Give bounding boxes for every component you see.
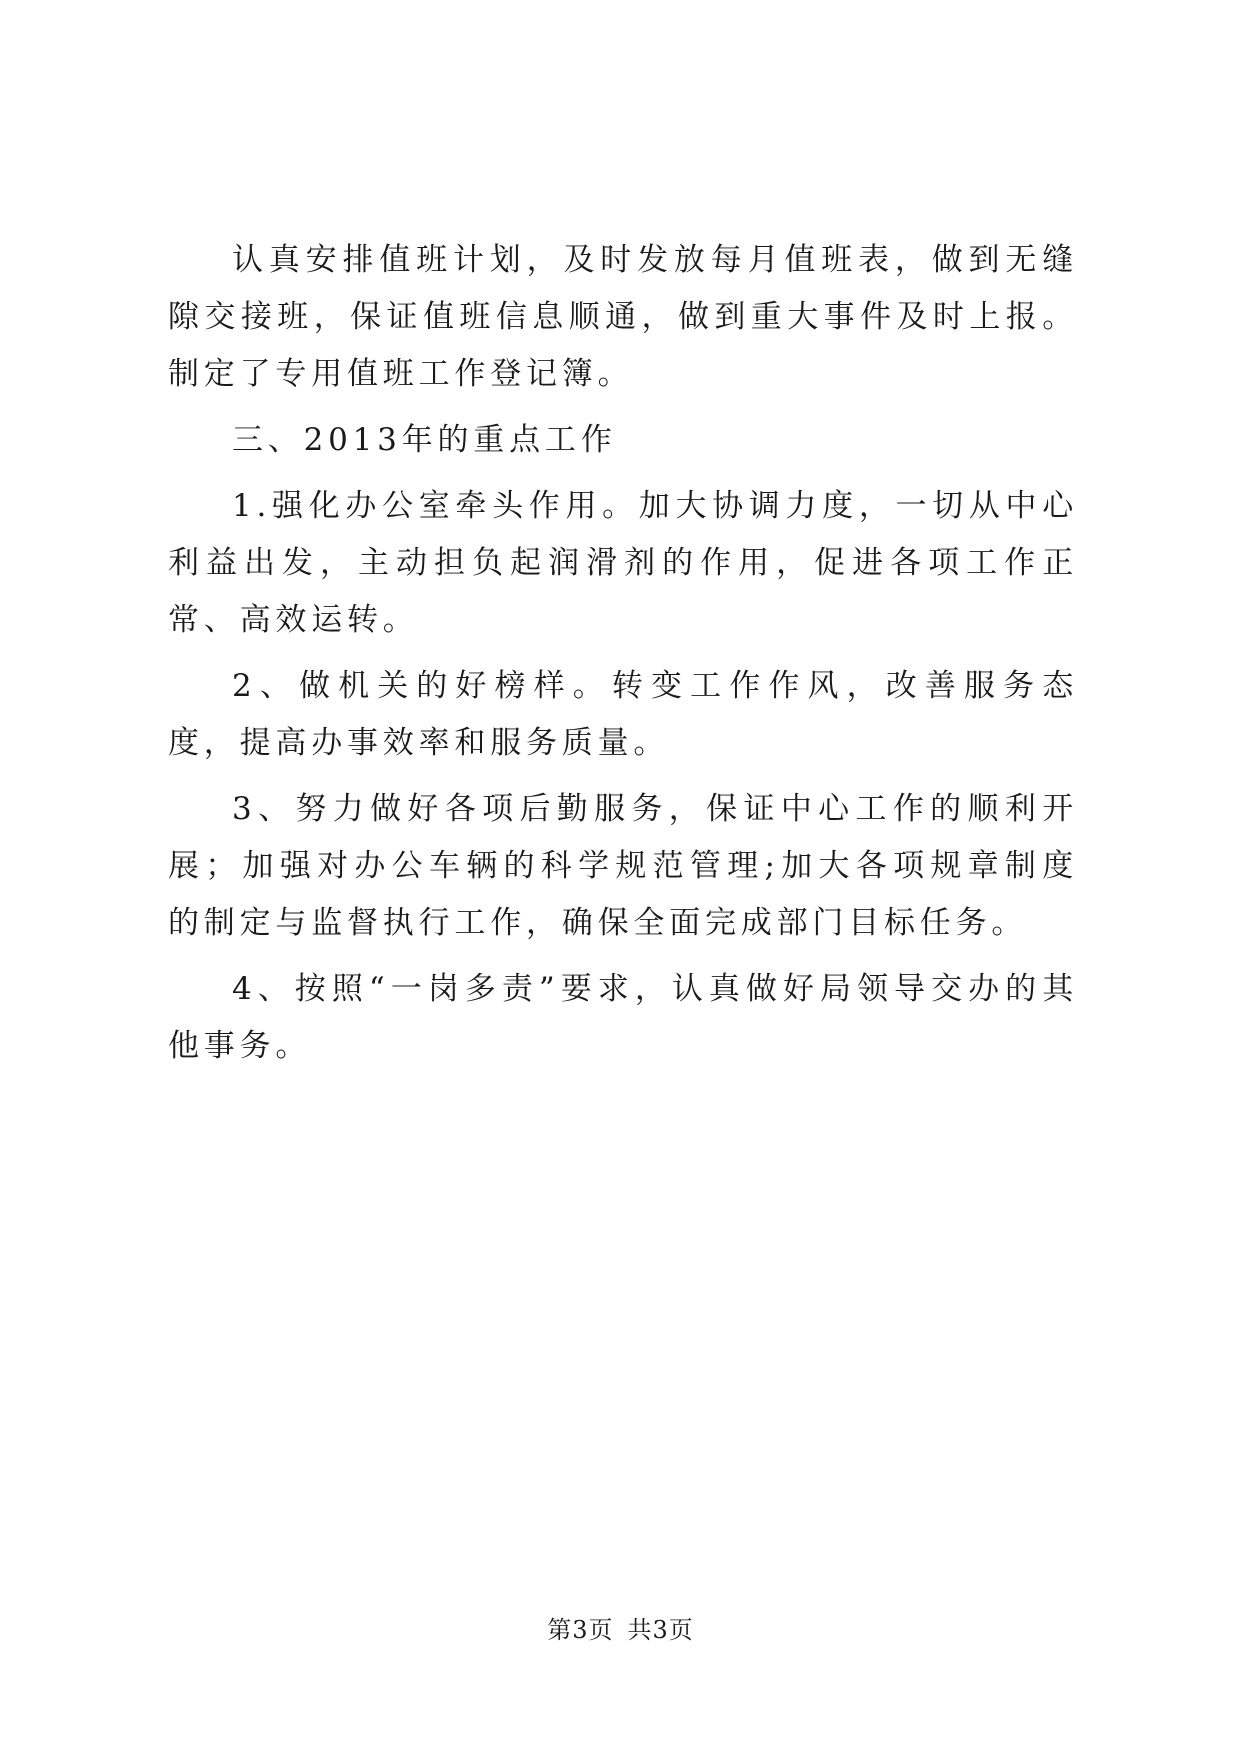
paragraph-duty-schedule: 认真安排值班计划，及时发放每月值班表，做到无缝隙交接班，保证值班信息顺通，做到重大事件及时上报。制定了专用值班工作登记簿。 xyxy=(168,242,1078,392)
paragraph-item-2: 2、做机关的好榜样。转变工作作风，改善服务态度，提高办事效率和服务质量。 xyxy=(168,668,1078,761)
page-footer xyxy=(0,1610,1241,1645)
paragraph-item-1: 1.强化办公室牵头作用。加大协调力度，一切从中心利益出发，主动担负起润滑剂的作用，促进各项工作正常、高效运转。 xyxy=(168,488,1078,638)
section-heading-2013-key-work: 三、2013年的重点工作 xyxy=(232,422,617,458)
document-body xyxy=(168,232,1078,1084)
paragraph-item-4: 4、按照“一岗多责”要求，认真做好局领导交办的其他事务。 xyxy=(168,971,1078,1064)
page-number-total: 共3页 xyxy=(627,1616,694,1644)
paragraph-item-3: 3、努力做好各项后勤服务，保证中心工作的顺利开展；加强对办公车辆的科学规范管理;加大各项规章制度的制定与监督执行工作，确保全面完成部门目标任务。 xyxy=(168,791,1078,941)
page-number-current: 第3页 xyxy=(547,1616,614,1644)
